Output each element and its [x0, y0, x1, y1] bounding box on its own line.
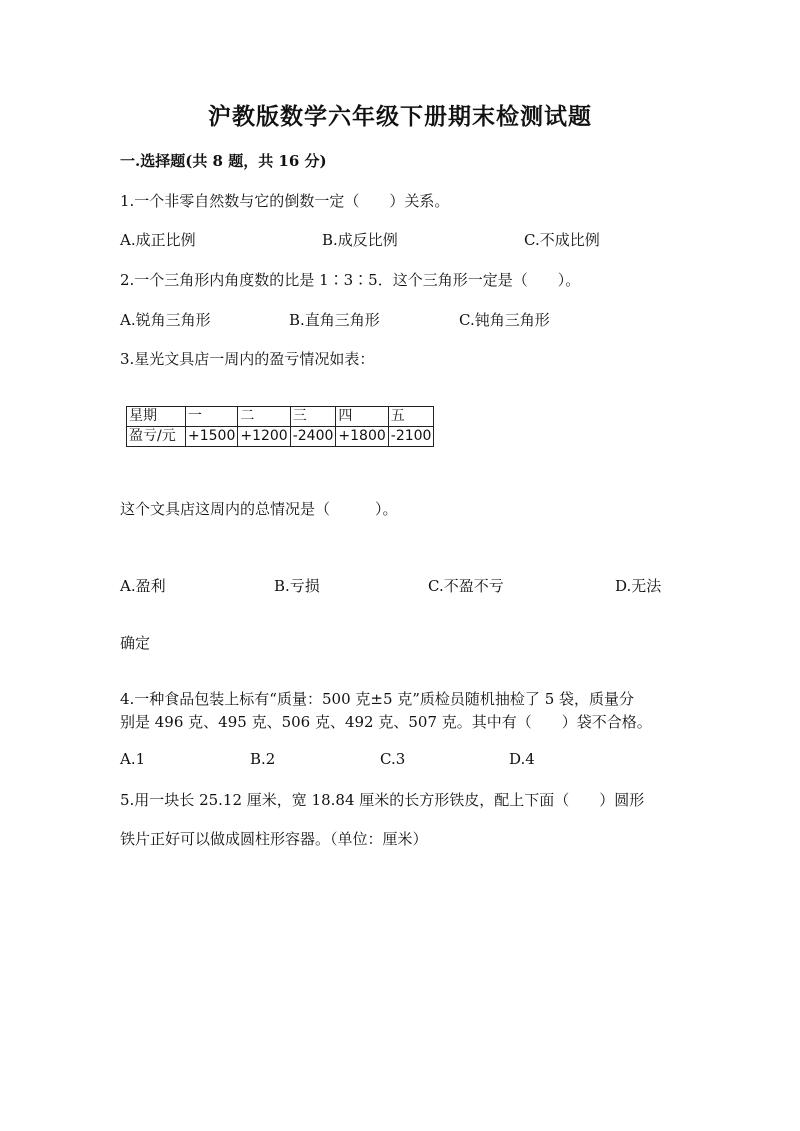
question-4-stem-line1: 4.一种食品包装上标有“质量：500 克±5 克”质检员随机抽检了 5 袋，质量分	[120, 690, 635, 708]
table-cell: 星期	[127, 407, 186, 427]
table-cell: 二	[238, 407, 290, 427]
question-3-stem: 3.星光文具店一周内的盈亏情况如表：	[120, 350, 375, 368]
question-4-option-c: C.3	[380, 750, 406, 768]
question-2-stem: 2.一个三角形内角度数的比是 1∶3∶5．这个三角形一定是（ ）。	[120, 271, 581, 289]
table-cell: 一	[186, 407, 238, 427]
question-1-option-b: B.成反比例	[322, 231, 398, 249]
question-3-option-d-continued: 确定	[120, 634, 151, 652]
table-cell: 五	[388, 407, 434, 427]
table-cell: 盈亏/元	[127, 427, 186, 447]
section-heading: 一.选择题(共 8 题，共 16 分)	[120, 152, 327, 170]
table-cell: +1500	[186, 427, 238, 447]
table-row	[127, 427, 434, 447]
table-cell: +1200	[238, 427, 290, 447]
profit-loss-table	[126, 406, 434, 447]
question-3-option-a: A.盈利	[120, 577, 166, 595]
question-3-stem-continued: 这个文具店这周内的总情况是（ ）。	[120, 500, 398, 518]
page-title: 沪教版数学六年级下册期末检测试题	[208, 103, 592, 130]
question-4-stem-line2: 别是 496 克、495 克、506 克、492 克、507 克。其中有（ ）袋不合格。	[120, 713, 652, 731]
table-cell: +1800	[336, 427, 388, 447]
question-4-option-b: B.2	[250, 750, 276, 768]
question-1-option-a: A.成正比例	[120, 231, 196, 249]
question-4-option-d: D.4	[509, 750, 535, 768]
question-3-option-c: C.不盈不亏	[428, 577, 504, 595]
question-2-option-a: A.锐角三角形	[120, 311, 211, 329]
question-3-option-b: B.亏损	[274, 577, 320, 595]
question-5-stem-line1: 5.用一块长 25.12 厘米，宽 18.84 厘米的长方形铁皮，配上下面（ ）圆形	[120, 791, 645, 809]
table-cell: 三	[290, 407, 336, 427]
table-cell: -2400	[290, 427, 336, 447]
question-2-option-b: B.直角三角形	[289, 311, 380, 329]
question-5-stem-line2: 铁片正好可以做成圆柱形容器。（单位：厘米）	[120, 830, 428, 848]
question-1-option-c: C.不成比例	[524, 231, 600, 249]
table-cell: 四	[336, 407, 388, 427]
question-2-option-c: C.钝角三角形	[459, 311, 550, 329]
table-cell: -2100	[388, 427, 434, 447]
table-row	[127, 407, 434, 427]
question-3-option-d: D.无法	[615, 577, 662, 595]
question-4-option-a: A.1	[120, 750, 146, 768]
question-1-stem: 1.一个非零自然数与它的倒数一定（ ）关系。	[120, 192, 450, 210]
